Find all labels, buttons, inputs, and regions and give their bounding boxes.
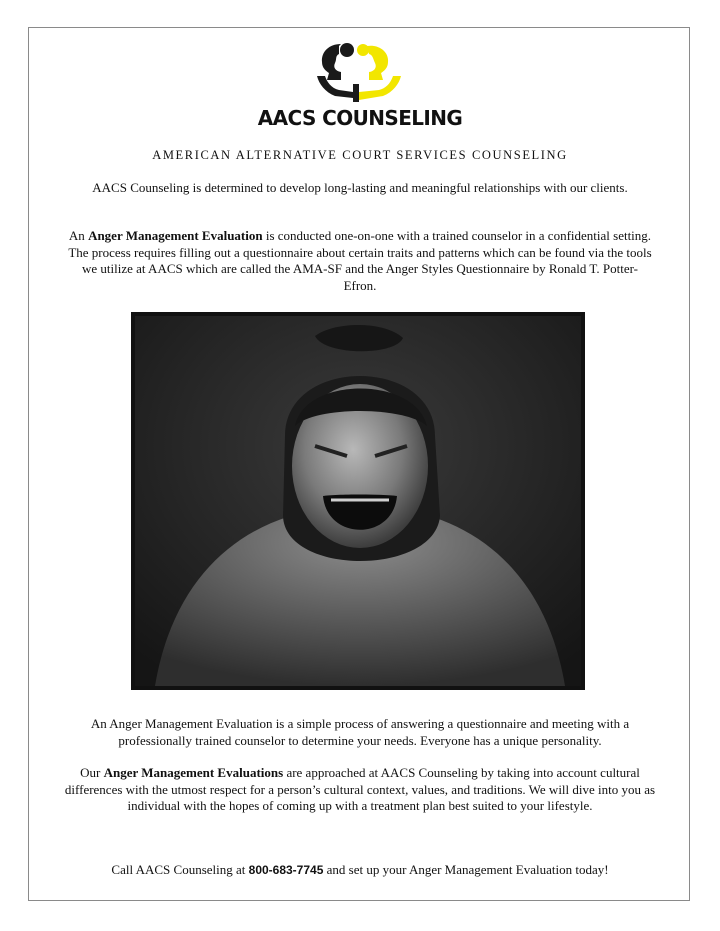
phone-number[interactable]: 800-683-7745 <box>248 863 324 877</box>
approach-prefix: Our <box>80 765 104 780</box>
logo-dark-head <box>322 44 341 80</box>
approach-bold: Anger Management Evaluations <box>103 765 284 780</box>
evaluation-bold: Anger Management Evaluation <box>88 228 263 243</box>
evaluation-paragraph <box>66 228 654 294</box>
call-to-action <box>40 862 680 878</box>
screaming-man-photo <box>131 312 585 690</box>
aacs-logo <box>255 40 465 132</box>
page-heading: AMERICAN ALTERNATIVE COURT SERVICES COUNSELING <box>152 148 568 162</box>
logo-brand-text: AACS COUNSELING <box>257 106 463 130</box>
simple-process-paragraph: An Anger Management Evaluation is a simple process of answering a questionnaire and meeting with a professionally trained counselor to determine your needs. Everyone has a unique personality. <box>90 716 630 748</box>
logo-dark-hair <box>340 43 354 57</box>
intro-paragraph: AACS Counseling is determined to develop long-lasting and meaningful relationships with our clients. <box>92 180 628 195</box>
call-prefix: Call AACS Counseling at <box>111 862 249 877</box>
evaluation-prefix: An <box>68 228 89 243</box>
call-suffix: and set up your Anger Management Evaluation today! <box>323 862 609 877</box>
evaluation-rest: is conducted one-on-one with a trained counselor in a confidential setting. The process requires filling out a questionnaire about certain traits and patterns which can be found via the tools we utilize at AACS which are called the AMA-SF and the Anger Styles Questionnaire by Ronald T. Potter-Efron. <box>68 228 652 293</box>
approach-rest: are approached at AACS Counseling by taking into account cultural differences with the utmost respect for a person’s cultural context, values, and traditions. We will dive into you as individual with the hopes of coming up with a treatment plan best suited to your lifestyle. <box>64 765 656 813</box>
approach-paragraph <box>62 765 658 815</box>
logo-yellow-hair <box>357 44 369 56</box>
logo-figures-icon <box>255 40 465 106</box>
photo-illustration <box>135 316 581 686</box>
logo-yellow-head <box>367 46 388 80</box>
